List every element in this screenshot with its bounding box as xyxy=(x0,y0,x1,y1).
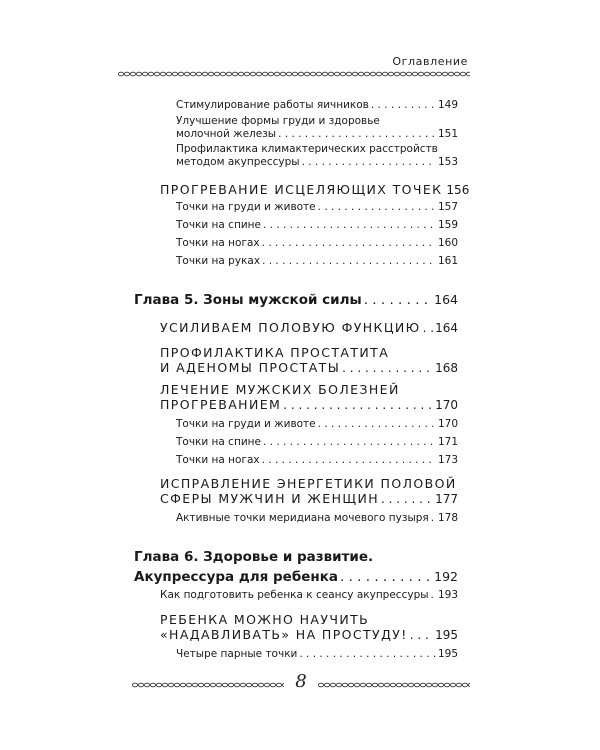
toc-section-entry[interactable]: ПРОГРЕВАНИЕМ . . . 170 xyxy=(160,397,458,413)
toc-entry-line: ЛЕЧЕНИЕ МУЖСКИХ БОЛЕЗНЕЙ xyxy=(160,382,400,397)
toc-entry-line: ИСПРАВЛЕНИЕ ЭНЕРГЕТИКИ ПОЛОВОЙ xyxy=(160,476,457,491)
toc-entry[interactable]: Точки на ногах . . . 173 xyxy=(176,454,458,467)
toc-chapter-line: Глава 6. Здоровье и развитие. xyxy=(134,549,374,565)
toc-entry-line: ПРОФИЛАКТИКА ПРОСТАТИТА xyxy=(160,345,390,360)
toc-entry[interactable]: Стимулирование работы яичников . . . 149 xyxy=(176,99,458,112)
toc-entry[interactable]: Точки на руках . . . 161 xyxy=(176,255,458,268)
toc-section-entry[interactable]: «НАДАВЛИВАТЬ» НА ПРОСТУДУ! . . . 195 xyxy=(160,627,458,643)
bottom-ornament-border-right xyxy=(318,682,470,688)
toc-chapter-entry[interactable]: Акупрессура для ребенка . . . 192 xyxy=(134,568,458,586)
toc-entry-line: РЕБЕНКА МОЖНО НАУЧИТЬ xyxy=(160,612,370,627)
toc-entry[interactable]: Точки на спине . . . 159 xyxy=(176,219,458,232)
toc-section-entry[interactable]: УСИЛИВАЕМ ПОЛОВУЮ ФУНКЦИЮ . . . 164 xyxy=(160,320,458,336)
bottom-ornament-border-left xyxy=(132,682,284,688)
toc-section-entry[interactable]: СФЕРЫ МУЖЧИН И ЖЕНЩИН . . . 177 xyxy=(160,491,458,507)
toc-chapter-entry[interactable]: Глава 5. Зоны мужской силы . . . 164 xyxy=(134,291,458,309)
running-header: Оглавление xyxy=(392,55,468,68)
toc-entry[interactable]: Точки на спине . . . 171 xyxy=(176,436,458,449)
toc-entry-line: Улучшение формы груди и здоровье xyxy=(176,115,380,127)
toc-entry[interactable]: Точки на груди и животе . . . 157 xyxy=(176,201,458,214)
toc-entry[interactable]: Точки на ногах . . . 160 xyxy=(176,237,458,250)
toc-entry[interactable]: молочной железы . . . 151 xyxy=(176,128,458,141)
toc-entry[interactable]: Четыре парные точки . . . 195 xyxy=(176,648,458,661)
toc-entry-line: Профилактика климактерических расстройств xyxy=(176,143,438,155)
toc-section-entry[interactable]: ПРОГРЕВАНИЕ ИСЦЕЛЯЮЩИХ ТОЧЕК 156 xyxy=(160,182,470,197)
page-number: 8 xyxy=(295,671,307,692)
toc-section-entry[interactable]: И АДЕНОМЫ ПРОСТАТЫ . . . 168 xyxy=(160,360,458,376)
toc-entry[interactable]: методом акупрессуры . . . 153 xyxy=(176,156,458,169)
toc-entry[interactable]: Активные точки меридиана мочевого пузыря . . . 178 xyxy=(176,512,458,525)
toc-entry[interactable]: Точки на груди и животе . . . 170 xyxy=(176,418,458,431)
toc-entry[interactable]: Как подготовить ребенка к сеансу акупрессуры . . . 193 xyxy=(160,589,458,602)
